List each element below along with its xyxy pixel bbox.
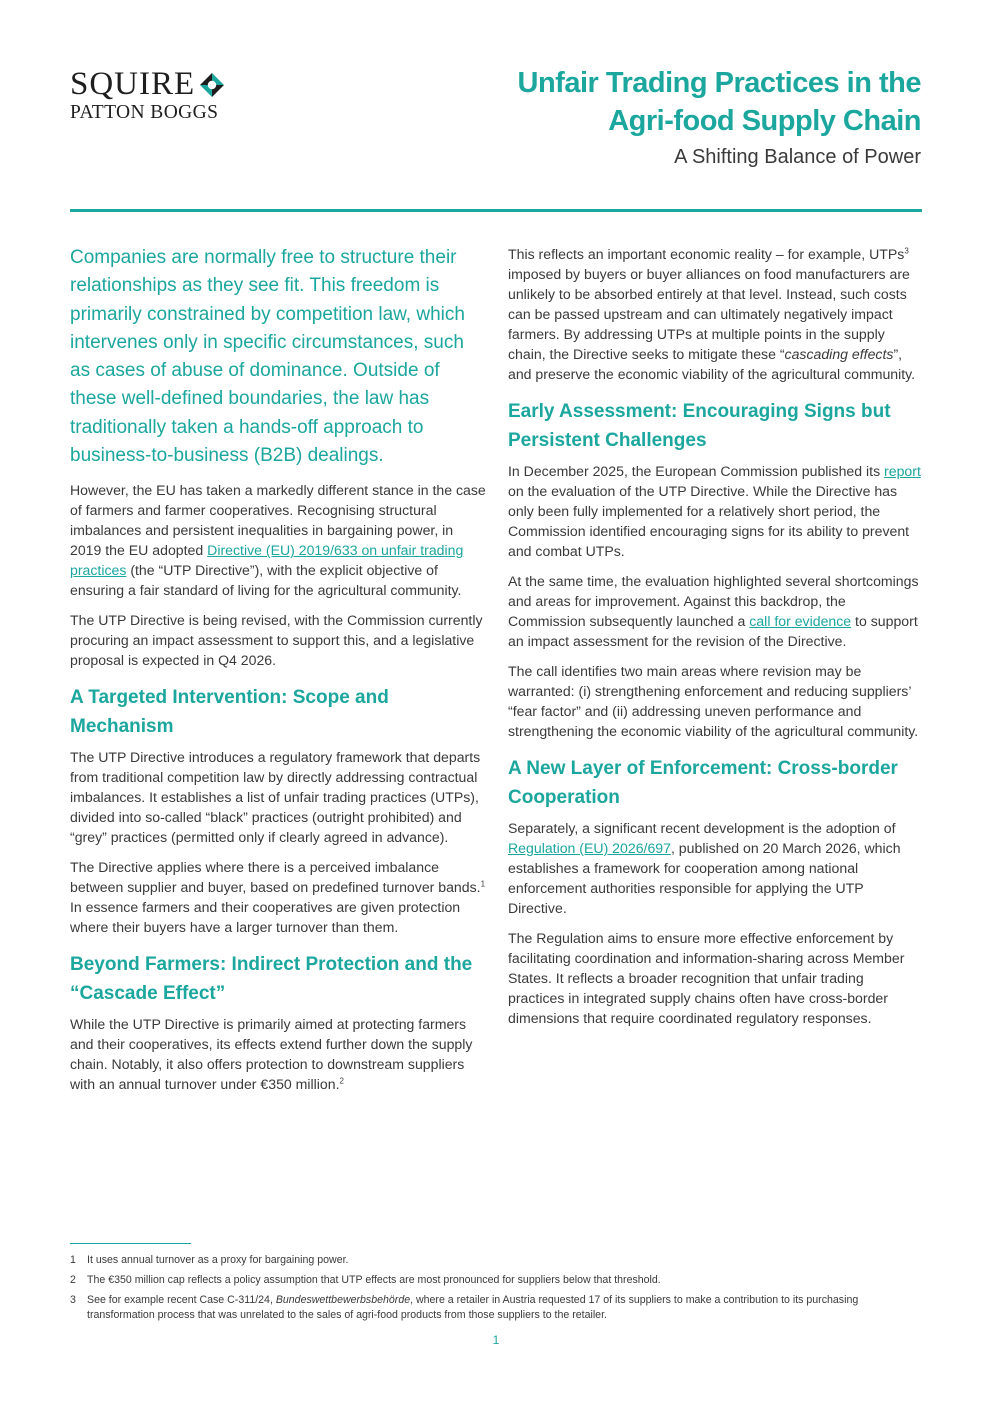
paragraph-regulation bbox=[508, 818, 922, 918]
footnote-number: 1 bbox=[70, 1254, 76, 1266]
text: Separately, a significant recent development is the adoption of bbox=[508, 820, 896, 836]
paragraph-downstream bbox=[70, 1014, 486, 1094]
heading-beyond-farmers: Beyond Farmers: Indirect Protection and the “Cascade Effect” bbox=[70, 954, 473, 1004]
text: In essence farmers and their cooperatives are given protection where their buyers have a larger turnover than them. bbox=[70, 899, 461, 936]
header-divider bbox=[70, 209, 922, 212]
paragraph-revision: The UTP Directive is being revised, with the Commission currently procuring an impact assessment to support this, and a legislative proposal is expected in Q4 2026. bbox=[70, 612, 483, 669]
title-line-1: Unfair Trading Practices in the bbox=[517, 67, 921, 99]
heading-targeted-intervention: A Targeted Intervention: Scope and Mechanism bbox=[70, 687, 389, 737]
logo-mark-icon bbox=[198, 71, 226, 99]
text: (the “UTP Directive”), with the explicit objective of ensuring a fair standard of living for the agricultural community. bbox=[70, 562, 462, 599]
text: In December 2025, the European Commission published its bbox=[508, 463, 885, 479]
lead-paragraph: Companies are normally free to structure their relationships as they see fit. This freedom is primarily constrained by competition law, which intervenes only in specific circumstances, such as cases of abuse of dominance. Outside of these well-defined boundaries, the law has traditionally taken a hands-off approach to business-to-business (B2B) dealings. bbox=[70, 247, 465, 467]
footnote-text bbox=[87, 1293, 922, 1323]
footnote-ref-1: 1 bbox=[480, 879, 486, 889]
paragraph-framework: The UTP Directive introduces a regulatory framework that departs from traditional competition law by directly addressing contractual imbalances. It establishes a list of unfair trading practices (UTPs), divided into so-called “black” practices (outright prohibited) and “grey” practices (permitted only if clearly agreed in advance). bbox=[70, 749, 481, 846]
heading-early-assessment: Early Assessment: Encouraging Signs but Persistent Challenges bbox=[508, 401, 891, 451]
text: on the evaluation of the UTP Directive. While the Directive has only been fully implemented for a relatively short period, the Commission identified encouraging signs for its ability to prevent and combat UTPs. bbox=[508, 483, 910, 559]
text: The €350 million cap reflects a policy assumption that UTP effects are most pronounced for suppliers below that threshold. bbox=[87, 1274, 661, 1286]
paragraph-commission-report bbox=[508, 461, 922, 561]
footnotes bbox=[70, 1253, 922, 1328]
document-subtitle: A Shifting Balance of Power bbox=[674, 146, 921, 168]
footnote-2 bbox=[70, 1273, 922, 1288]
text: ”, and preserve the economic viability of the agricultural community. bbox=[508, 346, 916, 382]
footnote-text bbox=[87, 1273, 922, 1288]
heading-new-layer-enforcement: A New Layer of Enforcement: Cross-border Cooperation bbox=[508, 758, 898, 808]
paragraph-economic-reality bbox=[508, 244, 922, 384]
footnote-number: 3 bbox=[70, 1294, 76, 1306]
logo-top-row bbox=[70, 66, 250, 102]
paragraph-shortcomings bbox=[508, 571, 922, 651]
emphasis: cascading effects bbox=[784, 346, 894, 362]
footnote-divider bbox=[70, 1243, 191, 1244]
emphasis: Bundeswettbewerbsbehörde bbox=[275, 1294, 411, 1306]
firm-logo bbox=[70, 66, 250, 124]
text: , where a retailer in Austria requested 17 of its suppliers to make a contribution to its purchasing transformation process that was unrelated to the sales of agri-food products from those suppliers to the retailer. bbox=[87, 1294, 859, 1321]
text: While the UTP Directive is primarily aimed at protecting farmers and their cooperatives, its effects extend further down the supply chain. Notably, it also offers protection to downstream suppliers with an annual turnover under €350 million. bbox=[70, 1016, 473, 1093]
text: to support an impact assessment for the revision of the Directive. bbox=[508, 613, 918, 649]
logo-mark-svg bbox=[198, 71, 226, 99]
text: At the same time, the evaluation highlighted several shortcomings and areas for improvement. Against this backdrop, the Commission subsequently launched a bbox=[508, 573, 919, 629]
text: imposed by buyers or buyer alliances on food manufacturers are unlikely to be absorbed entirely at that level. Instead, such costs can be passed upstream and can ultimately negatively impact farmers. By addressing UTPs at multiple points in the supply chain, the Directive seeks to mitigate these “ bbox=[508, 266, 910, 362]
call-for-evidence-link[interactable]: call for evidence bbox=[749, 613, 852, 629]
text: The Directive applies where there is a perceived imbalance between supplier and buyer, based on predefined turnover bands. bbox=[70, 859, 481, 896]
text: See for example recent Case C-311/24, bbox=[87, 1294, 276, 1306]
regulation-link[interactable]: Regulation (EU) 2026/697 bbox=[508, 840, 671, 856]
logo-wordmark-top: SQUIRE bbox=[70, 66, 196, 102]
text: It uses annual turnover as a proxy for bargaining power. bbox=[87, 1254, 349, 1266]
logo-wordmark-bottom: PATTON BOGGS bbox=[70, 102, 219, 123]
text: This reflects an important economic reality – for example, UTPs bbox=[508, 246, 905, 262]
footnote-ref-3: 3 bbox=[904, 246, 909, 256]
right-column bbox=[508, 244, 922, 1038]
page-number: 1 bbox=[492, 1333, 500, 1347]
paragraph-imbalance bbox=[70, 857, 486, 937]
title-line-2: Agri-food Supply Chain bbox=[608, 105, 921, 137]
left-column bbox=[70, 244, 486, 1104]
paragraph-eu-stance bbox=[70, 480, 486, 600]
footnote-1 bbox=[70, 1253, 922, 1268]
footnote-number: 2 bbox=[70, 1274, 76, 1286]
text: However, the EU has taken a markedly different stance in the case of farmers and farmer cooperatives. Recognising structural imbalances and persistent inequalities in bargaining power, in 2019 the EU adopted bbox=[70, 482, 486, 559]
paragraph-cross-border: The Regulation aims to ensure more effective enforcement by facilitating coordination and information-sharing across Member States. It reflects a broader recognition that unfair trading practices in integrated supply chains often have cross-border dimensions that require coordinated regulatory responses. bbox=[508, 930, 905, 1026]
report-link[interactable]: report bbox=[884, 463, 921, 479]
document-title bbox=[461, 64, 921, 140]
utp-directive-link[interactable]: Directive (EU) 2019/633 on unfair trading practices bbox=[70, 542, 464, 579]
footnote-ref-2: 2 bbox=[339, 1076, 344, 1086]
footnote-text bbox=[87, 1253, 922, 1268]
text: , published on 20 March 2026, which establishes a framework for cooperation among national enforcement authorities responsible for applying the UTP Directive. bbox=[508, 840, 901, 916]
paragraph-revision-areas: The call identifies two main areas where revision may be warranted: (i) strengthening enforcement and reducing suppliers’ “fear factor” and (ii) addressing uneven performance and strengthening the economic viability of the agricultural community. bbox=[508, 663, 919, 739]
footnote-3 bbox=[70, 1293, 922, 1323]
